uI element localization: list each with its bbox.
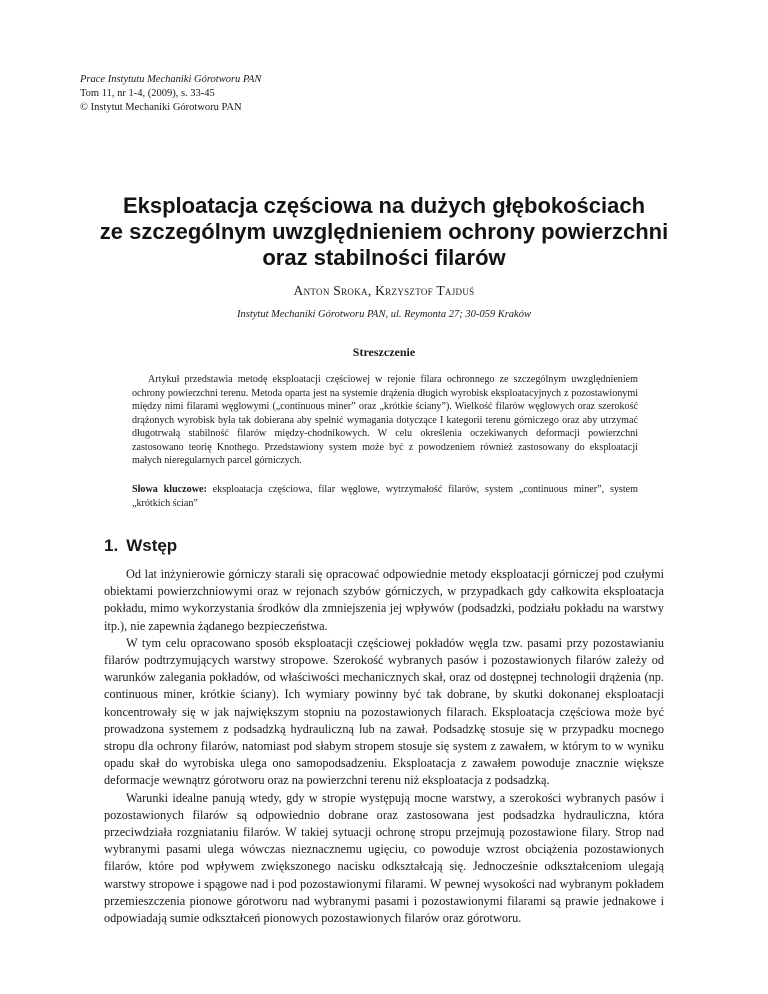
abstract-text: Artykuł przedstawia metodę eksploatacji częściowej w rejonie filara ochronnego ze szczególnym uwzględnieniem ochrony powierzchni terenu. Metoda oparta jest na systemie drążenia długich wyrobisk eksploatacyjnych z pozostawionymi między nimi filarami węglowymi („continuous miner” oraz „krótkie ściany”). Wielkość filarów węglowych oraz szerokość drążonych wyrobisk była tak dobierana aby spełnić wymagania dotyczące I kategorii terenu górniczego oraz aby utrzymać długotrwałą stabilność filarów między-chodnikowych. W celu określenia oczekiwanych deformacji powierzchni zastosowano teorię Knothego. Przedstawiony system może być z powodzeniem również zastosowany do eksploatacji małych nieregularnych parcel górniczych. [132,374,638,466]
journal-volume: Tom 11, nr 1-4, (2009), s. 33-45 [80,88,215,99]
paper-title [80,193,688,271]
paragraph-2: W tym celu opracowano sposób eksploatacji częściowej pokładów węgla tzw. pasami przy pozostawianiu filarów podtrzymujących warstwy stropowe. Szerokość wybranych pasów i pozostawionych filarów zależy od warunków zalegania pokładów, od właściwości mechanicznych skał, oraz od dostępnej technologii drążenia (np. continuous miner, krótkie ściany). Ich wymiary powinny być tak dobrane, by skutki dokonanej eksploatacji koncentrowały się w jak największym stopniu na pozostawionych filarach. Eksploatacja częściowa może być prowadzona systemem z podsadzką hydrauliczną lub na zawał. Podsadzkę stosuje się w przypadku mocnego stropu dla ochrony filarów, natomiast pod słabym stropem stosuje się system z zawałem, w którym to w wyniku opadu skał do wyrobiska ulega ono samopodsadzeniu. Eksploatacja z zawałem powoduje znacznie większe deformacje wewnątrz górotworu oraz na powierzchni terenu niż eksploatacja z podsadzką. [104,635,664,788]
copyright-line: © Instytut Mechaniki Górotworu PAN [80,102,242,113]
authors: Anton Sroka, Krzysztof Tajduś [293,283,475,298]
keywords-text: eksploatacja częściowa, filar węglowe, wytrzymałość filarów, system „continuous miner”, system „krótkich ścian” [132,484,639,509]
affiliation: Instytut Mechaniki Górotworu PAN, ul. Reymonta 27; 30-059 Kraków [237,309,531,320]
journal-name: Prace Instytutu Mechaniki Górotworu PAN [80,74,262,85]
title-line-2: ze szczególnym uwzględnieniem ochrony powierzchni [99,219,669,244]
paragraph-3: Warunki idealne panują wtedy, gdy w stropie występują mocne warstwy, a szerokości wybranych pasów i pozostawionych filarów są odpowiednio dobrane oraz zastosowana jest podsadzka hydrauliczna, która przeciwdziała rozgniataniu filarów. W takiej sytuacji ochronę stropu przejmują pozostawione filary. Strop nad wybranymi pasami ulega wówczas nieznacznemu ugięciu, co powoduje wzrost obciążenia pozostawionych filarów, które pod wpływem zwiększonego nacisku odkształcają się. Jednocześnie odkształceniom ulegają warstwy stropowe i spągowe nad i pod pozostawionymi filarami. W pewnej wysokości nad wybranym pokładem przemieszczenia pionowe górotworu nad wybranymi pasami i pozostawionymi filarami są prawie jednakowe i odpowiadają sumie odkształceń pionowych pozostawionych filarów oraz górotworu. [104,790,664,926]
body-text [104,566,664,927]
keywords [132,483,638,510]
section-title: Wstęp [126,536,178,555]
journal-header [80,73,261,115]
section-heading [104,536,177,556]
abstract-heading: Streszczenie [352,345,416,359]
keywords-label: Słowa kluczowe: [132,484,207,495]
paragraph-1: Od lat inżynierowie górniczy starali się opracować odpowiednie metody eksploatacji górniczej pod czułymi obiektami powierzchniowymi oraz w rejonach szybów górniczych, w przypadkach gdy całkowita eksploatacja pokładu, mimo wykorzystania środków dla zmniejszenia jej wpływów (podsadzki, podziału pokładu na warstwy itp.), nie zapewnia żądanego bezpieczeństwa. [104,567,664,633]
section-number: 1. [104,536,119,555]
title-line-1: Eksploatacja częściowa na dużych głębokościach [122,193,646,218]
title-line-3: oraz stabilności filarów [262,245,506,270]
